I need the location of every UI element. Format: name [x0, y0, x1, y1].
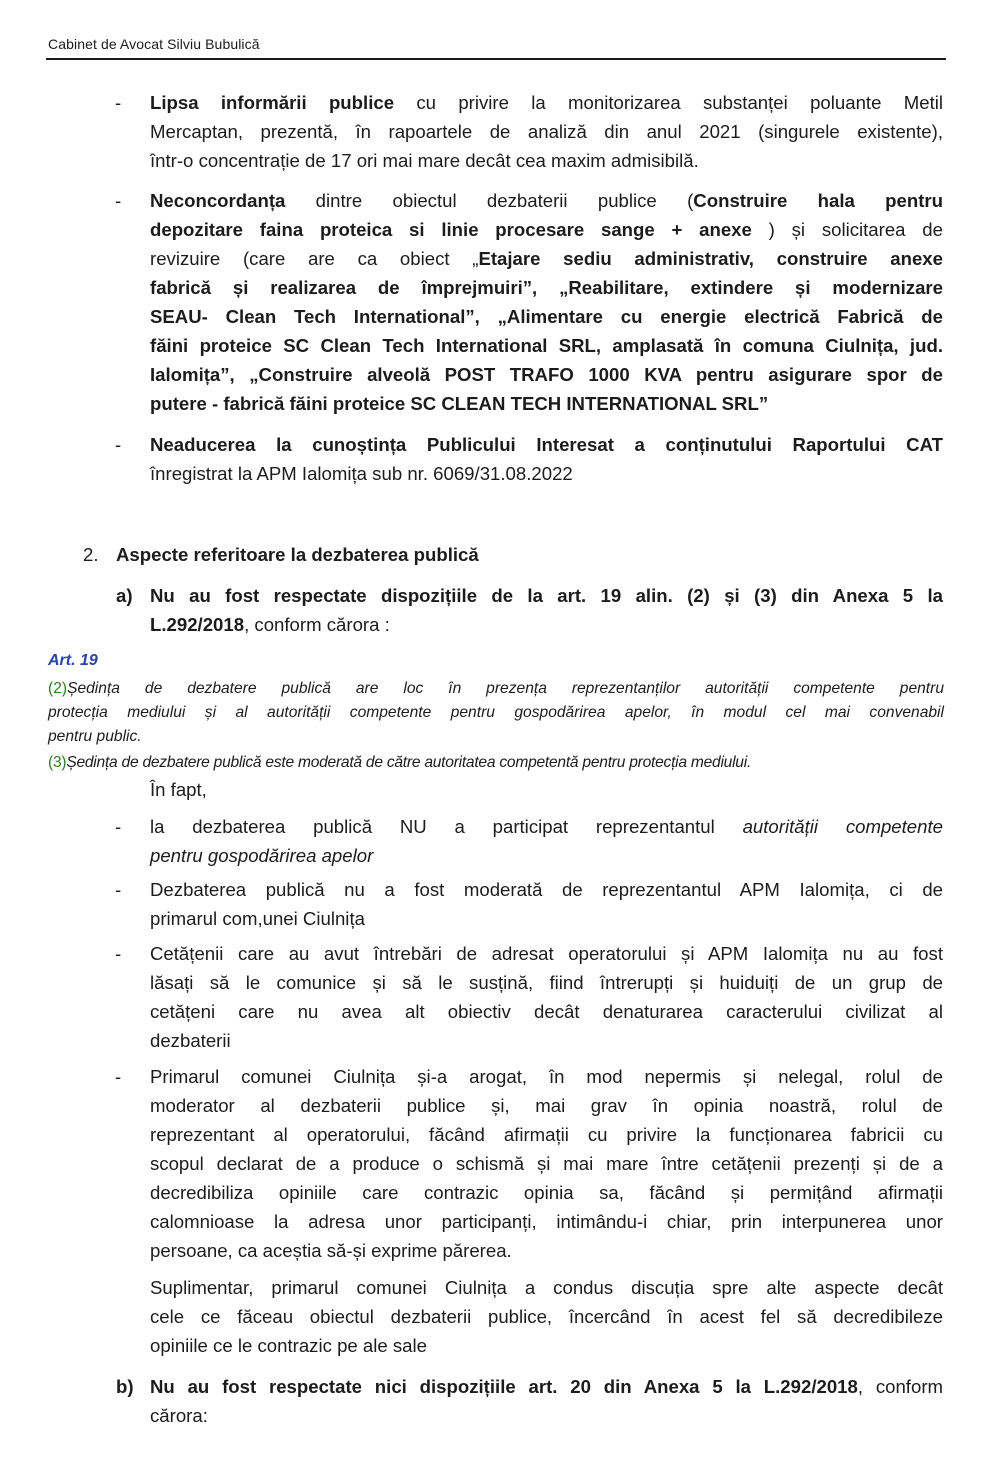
bullet-text: decredibiliza opiniile care contrazic opinia sa, făcând și permițând afirmații	[150, 1182, 943, 1203]
fact-bullet-2	[150, 875, 943, 933]
bullet-bold-text: SEAU- Clean Tech International”, „Alimentare cu energie electrică Fabrică de	[150, 306, 943, 327]
bullet-bold-text: făini proteice SC Clean Tech International SRL, amplasată în comuna Ciulnița, jud.	[150, 335, 943, 356]
bullet-neconcordanta	[150, 186, 943, 418]
point-a-text	[150, 581, 943, 639]
bullet-dash: -	[115, 1066, 122, 1087]
article-paragraph-3	[48, 751, 944, 775]
bullet-text: ) și solicitarea de	[751, 219, 943, 240]
bullet-text: lăsați să le comunice și să le susțină, fiind întrerupți și huiduiți de un grup de	[150, 972, 943, 993]
bullet-bold-text: Neaducerea la cunoștința Publicului Interesat a conținutului Raportului CAT	[150, 434, 943, 455]
bullet-dash: -	[115, 816, 122, 837]
bullet-dash: -	[115, 943, 122, 964]
bullet-bold-text: putere - fabrică făini proteice SC CLEAN TECH INTERNATIONAL SRL”	[150, 393, 769, 414]
bullet-text: scopul declarat de a produce o schismă și mai mare între cetățenii prezenți și de a	[150, 1153, 943, 1174]
bullet-text: dezbaterii	[150, 1030, 231, 1051]
point-b-text	[150, 1372, 943, 1430]
bullet-dash: -	[115, 92, 122, 113]
bullet-text: cetățeni care nu avea alt obiectiv decât denaturarea caracterului civilizat al	[150, 1001, 943, 1022]
bullet-text: într-o concentrație de 17 ori mai mare decât cea maxim admisibilă.	[150, 150, 699, 171]
point-a-rest: , conform cărora :	[244, 614, 390, 635]
article-title: Art. 19	[48, 652, 98, 669]
bullet-text: înregistrat la APM Ialomița sub nr. 6069/31.08.2022	[150, 463, 573, 484]
bullet-bold-text: Construire hala pentru	[693, 190, 943, 211]
section-title: Aspecte referitoare la dezbaterea publică	[116, 544, 479, 565]
bullet-bold-text: Lipsa informării publice	[150, 92, 395, 113]
bullet-text: Dezbaterea publică nu a fost moderată de reprezentantul APM Ialomița, ci de	[150, 879, 943, 900]
bullet-neaducerea	[150, 430, 943, 488]
supplement-text: cele ce făceau obiectul dezbaterii publice, încercând în acest fel să decredibileze	[150, 1306, 943, 1327]
bullet-bold-text: Ialomița”, „Construire alveolă POST TRAFO 1000 KVA pentru asigurare spor de	[150, 364, 943, 385]
point-a-line1: Nu au fost respectate dispozițiile de la art. 19 alin. (2) și (3) din Anexa 5 la	[150, 585, 943, 606]
bullet-dash: -	[115, 190, 122, 211]
section-number: 2.	[83, 544, 99, 565]
point-b-line2: cărora:	[150, 1405, 208, 1426]
article-text: Ședința de dezbatere publică este moderată de către autoritatea competentă pentru protecția mediului.	[66, 754, 752, 771]
bullet-text: cu privire la monitorizarea substanței poluante Metil	[394, 92, 944, 113]
article-text: protecția mediului și al autorității competente pentru gospodărirea apelor, în modul cel mai convenabil	[48, 704, 944, 721]
bullet-text: la dezbaterea publică NU a participat reprezentantul	[150, 816, 743, 837]
bullet-dash: -	[115, 879, 122, 900]
bullet-text: persoane, ca aceștia să-și exprime părerea.	[150, 1240, 512, 1261]
bullet-dash: -	[115, 434, 122, 455]
bullet-text: revizuire (care are ca obiect „	[150, 248, 479, 269]
paragraph-marker: (2)	[48, 680, 68, 697]
bullet-text: Primarul comunei Ciulnița și-a arogat, în mod nepermis și nelegal, rolul de	[150, 1066, 943, 1087]
fact-bullet-3	[150, 939, 943, 1055]
supplement-paragraph	[150, 1273, 943, 1360]
bullet-text: calomnioase la adresa unor participanți, intimându-i chiar, prin interpunerea unor	[150, 1211, 943, 1232]
running-header: Cabinet de Avocat Silviu Bubulică	[48, 36, 260, 52]
bullet-bold-text: Etajare sediu administrativ, construire anexe	[478, 248, 943, 269]
bullet-lipsa-informarii	[150, 88, 943, 175]
bullet-text: dintre obiectul dezbaterii publice (	[285, 190, 694, 211]
article-text: pentru public.	[48, 728, 142, 745]
point-b-line1: Nu au fost respectate nici dispozițiile art. 20 din Anexa 5 la L.292/2018	[150, 1376, 858, 1397]
fact-bullet-4	[150, 1062, 943, 1265]
point-a-law: L.292/2018	[150, 614, 245, 635]
paragraph-marker: (3)	[48, 754, 67, 771]
article-text: Ședința de dezbatere publică are loc în prezența reprezentanților autorității competente pentru	[67, 680, 944, 697]
in-fapt-text: În fapt,	[150, 779, 207, 800]
bullet-bold-text: fabrică și realizarea de împrejmuiri”, „Reabilitare, extindere și modernizare	[150, 277, 943, 298]
bullet-text: Cetățenii care au avut întrebări de adresat operatorului și APM Ialomița nu au fost	[150, 943, 943, 964]
supplement-text: opiniile ce le contrazic pe ale sale	[150, 1335, 427, 1356]
bullet-text: reprezentant al operatorului, făcând afirmații cu privire la funcționarea fabricii cu	[150, 1124, 943, 1145]
header-rule	[46, 58, 946, 60]
point-b-letter: b)	[116, 1376, 134, 1397]
bullet-text: primarul com,unei Ciulnița	[150, 908, 365, 929]
article-paragraph-2	[48, 677, 944, 749]
bullet-text: moderator al dezbaterii publice și, mai grav în opinia noastră, rolul de	[150, 1095, 943, 1116]
in-fapt-label	[150, 775, 943, 804]
point-a-letter: a)	[116, 585, 133, 606]
bullet-text: Mercaptan, prezentă, în rapoartele de analiză din anul 2021 (singurele existente),	[150, 121, 943, 142]
bullet-italic-text: autorității competente	[742, 816, 943, 837]
fact-bullet-1	[150, 812, 943, 870]
bullet-bold-text: depozitare faina proteica si linie procesare sange + anexe	[150, 219, 752, 240]
supplement-text: Suplimentar, primarul comunei Ciulnița a condus discuția spre alte aspecte decât	[150, 1277, 943, 1298]
point-b-rest: , conform	[857, 1376, 943, 1397]
bullet-bold-text: Neconcordanța	[150, 190, 286, 211]
bullet-italic-text: pentru gospodărirea apelor	[150, 845, 374, 866]
